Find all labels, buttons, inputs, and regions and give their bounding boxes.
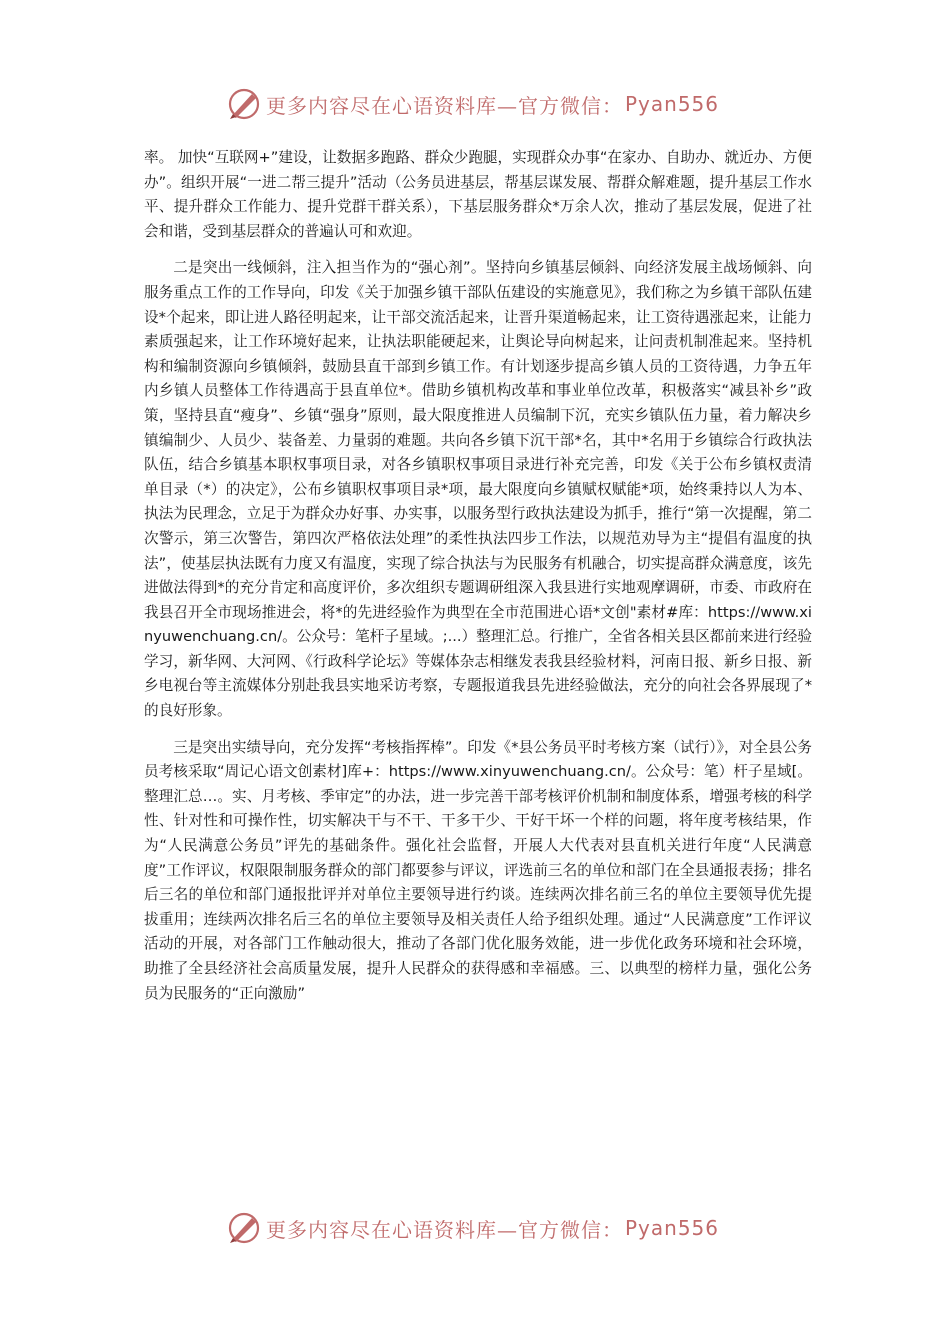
paragraph-2: 二是突出一线倾斜，注入担当作为的“强心剂”。坚持向乡镇基层倾斜、向经济发展主战场倾斜、向服务重点工作的工作导向，印发《关于加强乡镇干部队伍建设的实施意见》，我们称之为乡镇干部队伍建设*个起来，即让进人路径明起来，让干部交流活起来，让晋升渠道畅起来，让工资待遇涨起来，让能力素质强起来，让工作环境好起来，让执法职能硬起来，让舆论导向树起来，让问责机制准起来。坚持机构和编制资源向乡镇倾斜，鼓励县直干部到乡镇工作。有计划逐步提高乡镇人员的工资待遇，力争五年内乡镇人员整体工作待遇高于县直单位*。借助乡镇机构改革和事业单位改革，积极落实“减县补乡”政策，坚持县直“瘦身”、乡镇“强身”原则，最大限度推进人员编制下沉，充实乡镇队伍力量，着力解决乡镇编制少、人员少、装备差、力量弱的难题。共向各乡镇下沉干部*名，其中*名用于乡镇综合行政执法队伍，结合乡镇基本职权事项目录，对各乡镇职权事项目录进行补充完善，印发《关于公布乡镇权责清单目录（*）的决定》，公布乡镇职权事项目录*项，最大限度向乡镇赋权赋能*项，始终秉持以人为本、执法为民理念，立足于为群众办好事、办实事，以服务型行政执法建设为抓手，推行“第一次提醒，第二次警示，第三次警告，第四次严格依法处理”的柔性执法四步工作法，以规范劝导为主“提倡有温度的执法”，使基层执法既有力度又有温度，实现了综合执法与为民服务有机融合，切实提高群众满意度，该先进做法得到*的充分肯定和高度评价，多次组织专题调研组深入我县进行实地观摩调研，市委、市政府在我县召开全市现场推进会，将*的先进经验作为典型在全市范围进心语*文创"素材#库：https://www.xinyuwenchuang.cn/。公众号：笔杆子星域。;...）整理汇总。行推广，全省各相关县区都前来进行经验学习，新华网、大河网、《行政科学论坛》等媒体杂志相继发表我县经验材料，河南日报、新乡日报、新乡电视台等主流媒体分别赴我县实地采访考察，专题报道我县先进经验做法，充分的向社会各界展现了*的良好形象。 — [144, 259, 812, 720]
paragraph-3: 三是突出实绩导向，充分发挥“考核指挥棒”。印发《*县公务员平时考核方案（试行）》，对全县公务员考核采取“周记心语文创素材]库+：https://www.xinyuwenchuang.cn/。公众号：笔）杆子星域[。整理汇总…。实、月考核、季审定”的办法，进一步完善干部考核评价机制和制度体系，增强考核的科学性、针对性和可操作性，切实解决干与不干、干多干少、干好干坏一个样的问题，将年度考核结果，作为“人民满意公务员”评先的基础条件。强化社会监督，开展人大代表对县直机关进行年度“人民满意度”工作评议，权限限制服务群众的部门都要参与评议，评选前三名的单位和部门在全县通报表扬；排名后三名的单位和部门通报批评并对单位主要领导进行约谈。连续两次排名前三名的单位主要领导优先提拔重用；连续两次排名后三名的单位主要领导及相关责任人给予组织处理。通过“人民满意度”工作评议活动的开展，对各部门工作触动很大，推动了各部门优化服务效能，进一步优化政务环境和社会环境，助推了全县经济社会高质量发展，提升人民群众的获得感和幸福感。三、以典型的榜样力量，强化公务员为民服务的“正向激励” — [144, 738, 812, 1002]
paragraph-1: 率。 加快“互联网+”建设，让数据多跑路、群众少跑腿，实现群众办事“在家办、自助办、就近办、方便办”。组织开展“一进二帮三提升”活动（公务员进基层，帮基层谋发展、帮群众解难题，提升基层工作水平、提升群众工作能力、提升党群干群关系），下基层服务群众*万余人次，推动了基层发展，促进了社会和谐，受到基层群众的普遍认可和欢迎。 — [144, 149, 812, 240]
pen-logo-icon — [226, 1210, 262, 1246]
pen-logo-icon — [226, 86, 262, 122]
footer-banner — [226, 1208, 746, 1248]
header-banner — [226, 84, 746, 124]
banner-wechat-id: Pyan556 — [625, 1216, 720, 1240]
document-body — [144, 146, 812, 1018]
banner-wechat-id: Pyan556 — [625, 92, 720, 116]
banner-text: 更多内容尽在心语资料库—官方微信： — [266, 93, 623, 118]
banner-text: 更多内容尽在心语资料库—官方微信： — [266, 1217, 623, 1242]
